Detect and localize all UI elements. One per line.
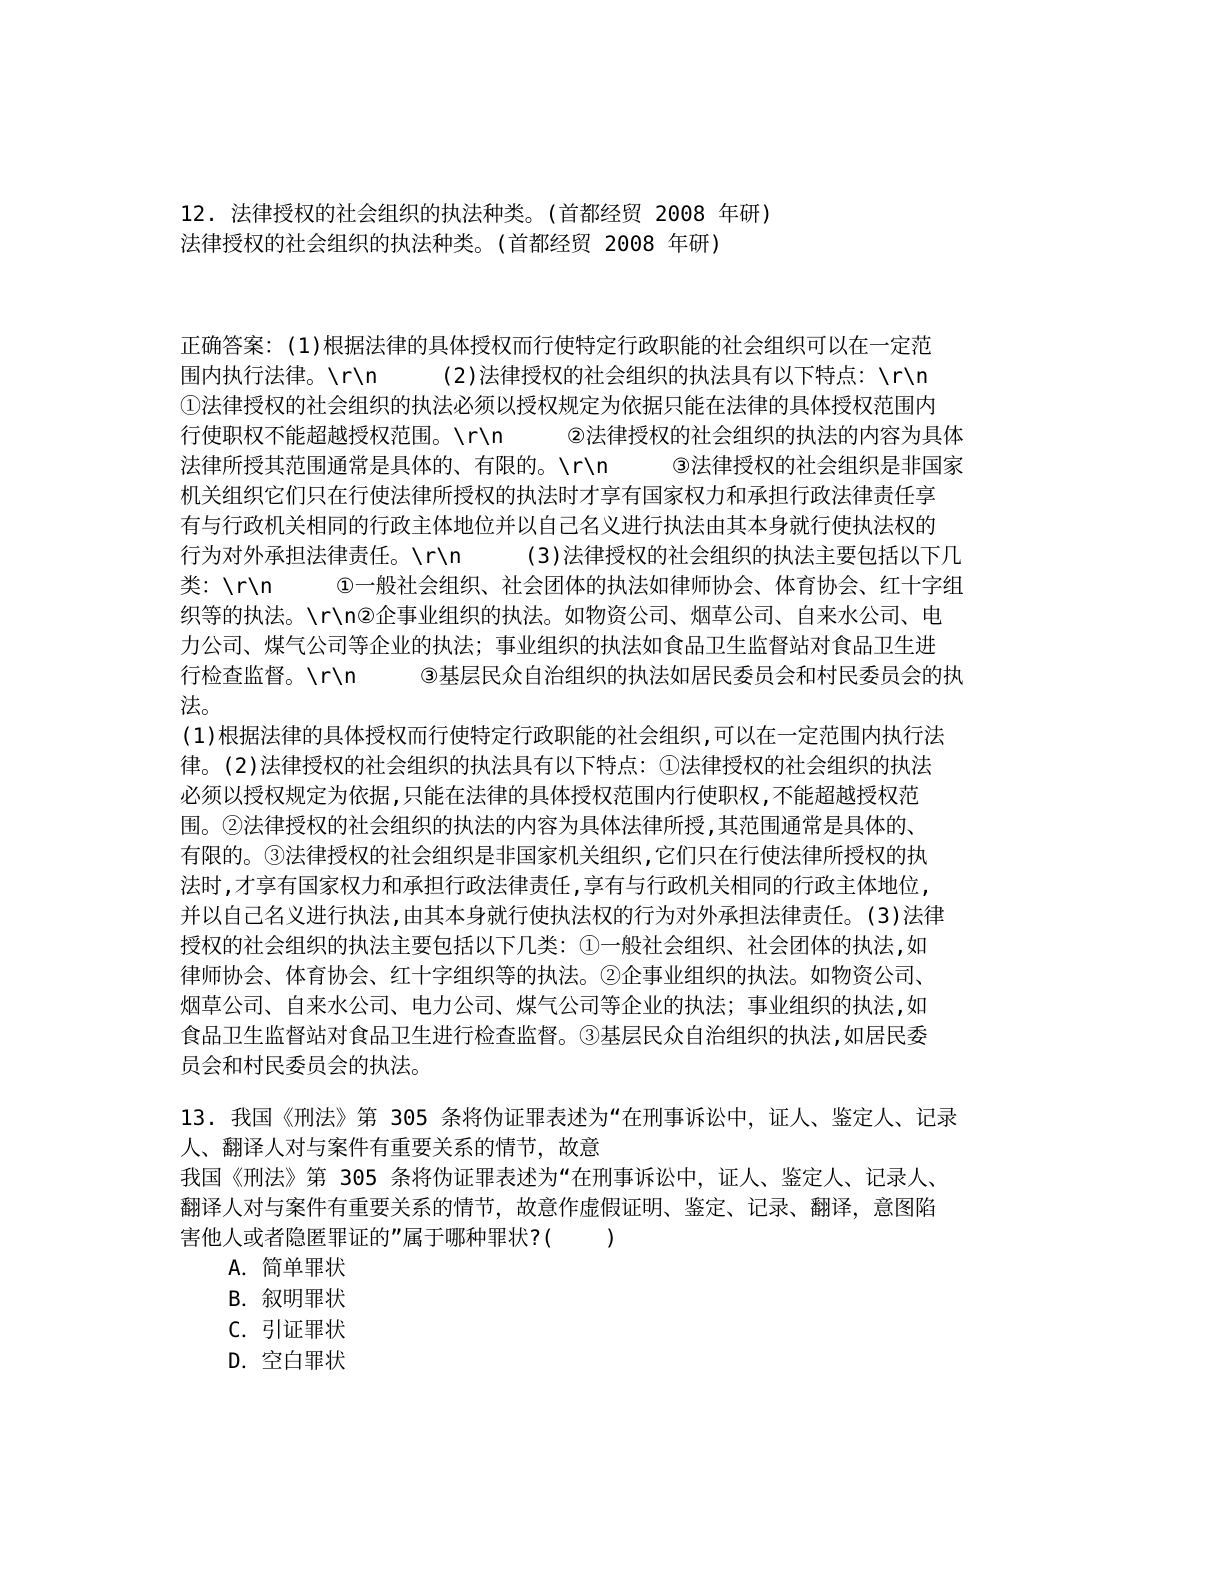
explanation-line: 围。②法律授权的社会组织的执法的内容为具体法律所授,其范围通常是具体的、 [180, 814, 928, 838]
document-page [180, 199, 1036, 1377]
explanation-line: 员会和村民委员会的执法。 [180, 1054, 432, 1078]
explanation-line: 食品卫生监督站对食品卫生进行检查监督。③基层民众自治组织的执法,如居民委 [180, 1024, 928, 1048]
explanation-line: 律。(2)法律授权的社会组织的执法具有以下特点：①法律授权的社会组织的执法 [180, 754, 932, 778]
question-13 [180, 1103, 1036, 1377]
explanation-line: (1)根据法律的具体授权而行使特定行政职能的社会组织,可以在一定范围内执行法 [180, 724, 945, 748]
spacer [180, 259, 1036, 331]
option-d: D．空白罪状 [228, 1349, 346, 1373]
explanation-line: 烟草公司、自来水公司、电力公司、煤气公司等企业的执法；事业组织的执法,如 [180, 994, 928, 1018]
question-12-title: 12. 法律授权的社会组织的执法种类。(首都经贸 2008 年研) [180, 202, 773, 226]
spacer [180, 1081, 1036, 1103]
explanation-line: 授权的社会组织的执法主要包括以下几类：①一般社会组织、社会团体的执法,如 [180, 934, 928, 958]
explanation-line: 并以自己名义进行执法,由其本身就行使执法权的行为对外承担法律责任。(3)法律 [180, 904, 945, 928]
explanation-line: 必须以授权规定为依据,只能在法律的具体授权范围内行使职权,不能超越授权范 [180, 784, 920, 808]
question-12-answer [180, 331, 1036, 721]
option-a: A．简单罪状 [228, 1256, 346, 1280]
question-13-options [180, 1253, 1036, 1377]
explanation-line: 法时,才享有国家权力和承担行政法律责任,享有与行政机关相同的行政主体地位, [180, 874, 932, 898]
question-13-stem: 我国《刑法》第 305 条将伪证罪表述为“在刑事诉讼中，证人、鉴定人、记录人、 [180, 1166, 949, 1190]
answer-line: 力公司、煤气公司等企业的执法；事业组织的执法如食品卫生监督站对食品卫生进 [180, 634, 936, 658]
question-13-title: 人、翻译人对与案件有重要关系的情节，故意 [180, 1136, 600, 1160]
question-12 [180, 199, 1036, 1081]
answer-line: 行为对外承担法律责任。\r\n (3)法律授权的社会组织的执法主要包括以下几 [180, 544, 962, 568]
question-13-stem: 翻译人对与案件有重要关系的情节，故意作虚假证明、鉴定、记录、翻译，意图陷 [180, 1196, 936, 1220]
answer-line: 法。 [180, 694, 222, 718]
answer-line: 正确答案：(1)根据法律的具体授权而行使特定行政职能的社会组织可以在一定范 [180, 334, 932, 358]
answer-line: 法律所授其范围通常是具体的、有限的。\r\n ③法律授权的社会组织是非国家 [180, 454, 964, 478]
option-c: C．引证罪状 [228, 1318, 346, 1342]
answer-line: 机关组织它们只在行使法律所授权的执法时才享有国家权力和承担行政法律责任享 [180, 484, 936, 508]
answer-line: 行使职权不能超越授权范围。\r\n ②法律授权的社会组织的执法的内容为具体 [180, 424, 964, 448]
answer-line: 有与行政机关相同的行政主体地位并以自己名义进行执法由其本身就行使执法权的 [180, 514, 936, 538]
question-13-stem: 害他人或者隐匿罪证的”属于哪种罪状?( ) [180, 1226, 618, 1250]
question-13-title: 13. 我国《刑法》第 305 条将伪证罪表述为“在刑事诉讼中，证人、鉴定人、记录 [180, 1106, 958, 1130]
answer-line: 围内执行法律。\r\n (2)法律授权的社会组织的执法具有以下特点：\r\n [180, 364, 929, 388]
explanation-line: 有限的。③法律授权的社会组织是非国家机关组织,它们只在行使法律所授权的执 [180, 844, 928, 868]
explanation-line: 律师协会、体育协会、红十字组织等的执法。②企事业组织的执法。如物资公司、 [180, 964, 936, 988]
answer-line: 行检查监督。\r\n ③基层民众自治组织的执法如居民委员会和村民委员会的执 [180, 664, 964, 688]
answer-line: 类：\r\n ①一般社会组织、社会团体的执法如律师协会、体育协会、红十字组 [180, 574, 964, 598]
question-12-stem: 法律授权的社会组织的执法种类。(首都经贸 2008 年研) [180, 232, 723, 256]
question-12-explanation [180, 721, 1036, 1081]
option-b: B．叙明罪状 [228, 1287, 346, 1311]
answer-line: ①法律授权的社会组织的执法必须以授权规定为依据只能在法律的具体授权范围内 [180, 394, 936, 418]
answer-line: 织等的执法。\r\n②企事业组织的执法。如物资公司、烟草公司、自来水公司、电 [180, 604, 943, 628]
